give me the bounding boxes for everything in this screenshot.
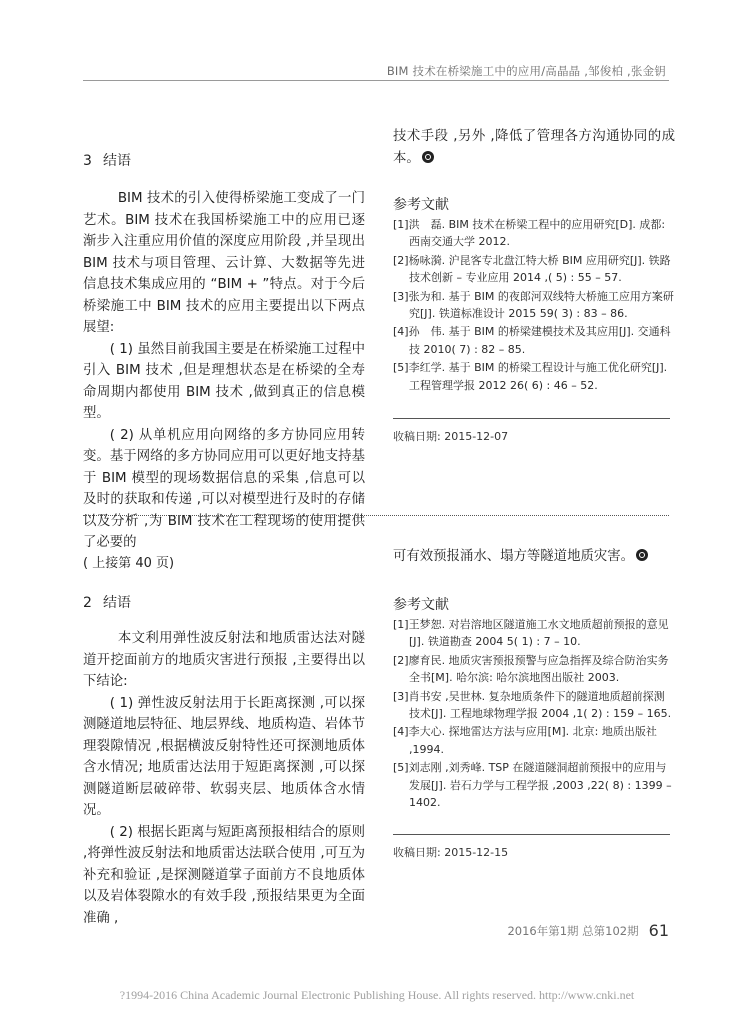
paragraph: BIM 技术的引入使得桥梁施工变成了一门艺术。BIM 技术在我国桥梁施工中的应用已逐渐步入注重应用价值的深度应用阶段 ,并呈现出 BIM 技术与项目管理、云计算、大数据等先进信息技术集成应用的 “BIM + ”特点。对于今后桥梁施工中 BIM 技术的应用主要提出以下两点展望: <box>83 191 365 335</box>
received-divider <box>393 418 670 419</box>
paragraph: ( 2) 根据长距离与短距离预报相结合的原则 ,将弹性波反射法和地质雷达法联合使用 ,可互为补充和验证 ,是探测隧道掌子面前方不良地质体以及岩体裂隙水的有效手段 ,预报结果更为全面准确 , <box>83 824 365 926</box>
received-date: 收稿日期: 2015-12-07 <box>393 430 509 443</box>
reference-item: [2]廖育民. 地质灾害预报预警与应急指挥及综合防治实务全书[M]. 哈尔滨: 哈尔滨地图出版社 2003. <box>393 653 669 685</box>
section-title: 结语 <box>103 153 131 169</box>
end-of-article-icon <box>636 549 648 561</box>
paragraph: 本文利用弹性波反射法和地质雷达法对隧道开挖面前方的地质灾害进行预报 ,主要得出以下结论: <box>83 631 365 689</box>
issue-info: 2016年第1期 总第102期 <box>507 924 639 938</box>
section-number: 3 <box>83 153 92 169</box>
article1-section-heading <box>83 150 131 170</box>
article-separator <box>83 515 669 516</box>
article2-references <box>393 616 675 812</box>
references-heading: 参考文献 <box>393 597 449 613</box>
article2-body <box>83 628 365 929</box>
page-footer <box>507 921 669 940</box>
received-divider <box>393 834 670 835</box>
reference-item: [3]张为和. 基于 BIM 的夜郎河双线特大桥施工应用方案研究[J]. 铁道标准设计 2015 59( 3) : 83 – 86. <box>393 289 674 321</box>
reference-item: [2]杨咏漪. 沪昆客专北盘江特大桥 BIM 应用研究[J]. 铁路技术创新 – 专业应用 2014 ,( 5) : 55 – 57. <box>393 253 671 285</box>
article2-section-heading <box>83 592 131 612</box>
received-date: 收稿日期: 2015-12-15 <box>393 846 509 859</box>
paragraph: ( 1) 虽然目前我国主要是在桥梁施工过程中引入 BIM 技术 ,但是理想状态是在桥梁的全寿命周期内都使用 BIM 技术 ,做到真正的信息模型。 <box>83 341 365 421</box>
article1-references <box>393 216 675 395</box>
reference-item: [5]刘志刚 ,刘秀峰. TSP 在隧道隧洞超前预报中的应用与发展[J]. 岩石力学与工程学报 ,2003 ,22( 8) : 1399 – 1402. <box>393 761 672 810</box>
reference-item: [3]肖书安 ,吴世林. 复杂地质条件下的隧道地质超前探测技术[J]. 工程地球物理学报 2004 ,1( 2) : 159 – 165. <box>393 689 672 721</box>
references-heading: 参考文献 <box>393 197 449 213</box>
header-divider <box>83 80 669 81</box>
reference-item: [5]李红学. 基于 BIM 的桥梁工程设计与施工优化研究[J]. 工程管理学报 2012 26( 6) : 46 – 52. <box>393 361 668 392</box>
end-of-article-icon <box>422 151 434 163</box>
section-number: 2 <box>83 595 92 611</box>
article1-body <box>83 188 365 554</box>
page-number: 61 <box>648 921 669 940</box>
reference-item: [1]王梦恕. 对岩溶地区隧道施工水文地质超前预报的意见[J]. 铁道勘查 2004 5( 1) : 7 – 10. <box>393 618 669 649</box>
running-header: BIM 技术在桥梁施工中的应用/高晶晶 ,邹俊柏 ,张金钥 <box>386 64 666 78</box>
continued-from-note: ( 上接第 40 页) <box>83 556 175 571</box>
article2-continuation: 可有效预报涌水、塌方等隧道地质灾害。 <box>393 546 675 568</box>
article1-continuation: 技术手段 ,另外 ,降低了管理各方沟通协同的成本。 <box>393 129 675 166</box>
reference-item: [1]洪 磊. BIM 技术在桥梁工程中的应用研究[D]. 成都: 西南交通大学 2012. <box>393 218 666 249</box>
section-title: 结语 <box>103 595 131 611</box>
reference-item: [4]李大心. 探地雷达方法与应用[M]. 北京: 地质出版社 ,1994. <box>393 725 657 756</box>
reference-item: [4]孙 伟. 基于 BIM 的桥梁建模技术及其应用[J]. 交通科技 2010( 7) : 82 – 85. <box>393 325 671 356</box>
copyright-notice: ?1994-2016 China Academic Journal Electronic Publishing House. All rights reserved. http://www.cnki.net <box>119 988 635 1002</box>
paragraph: ( 2) 从单机应用向网络的多方协同应用转变。基于网络的多方协同应用可以更好地支持基于 BIM 模型的现场数据信息的采集 ,信息可以及时的获取和传递 ,可以对模型进行及时的存储以及分析 ,为 BIM 技术在工程现场的使用提供了必要的 <box>83 427 365 550</box>
paragraph: ( 1) 弹性波反射法用于长距离探测 ,可以探测隧道地层特征、地层界线、地质构造、岩体节理裂隙情况 ,根据横波反射特性还可探测地质体含水情况; 地质雷达法用于短距离探测 ,可以探测隧道断层破碎带、软弱夹层、地质体含水情况。 <box>83 695 365 818</box>
